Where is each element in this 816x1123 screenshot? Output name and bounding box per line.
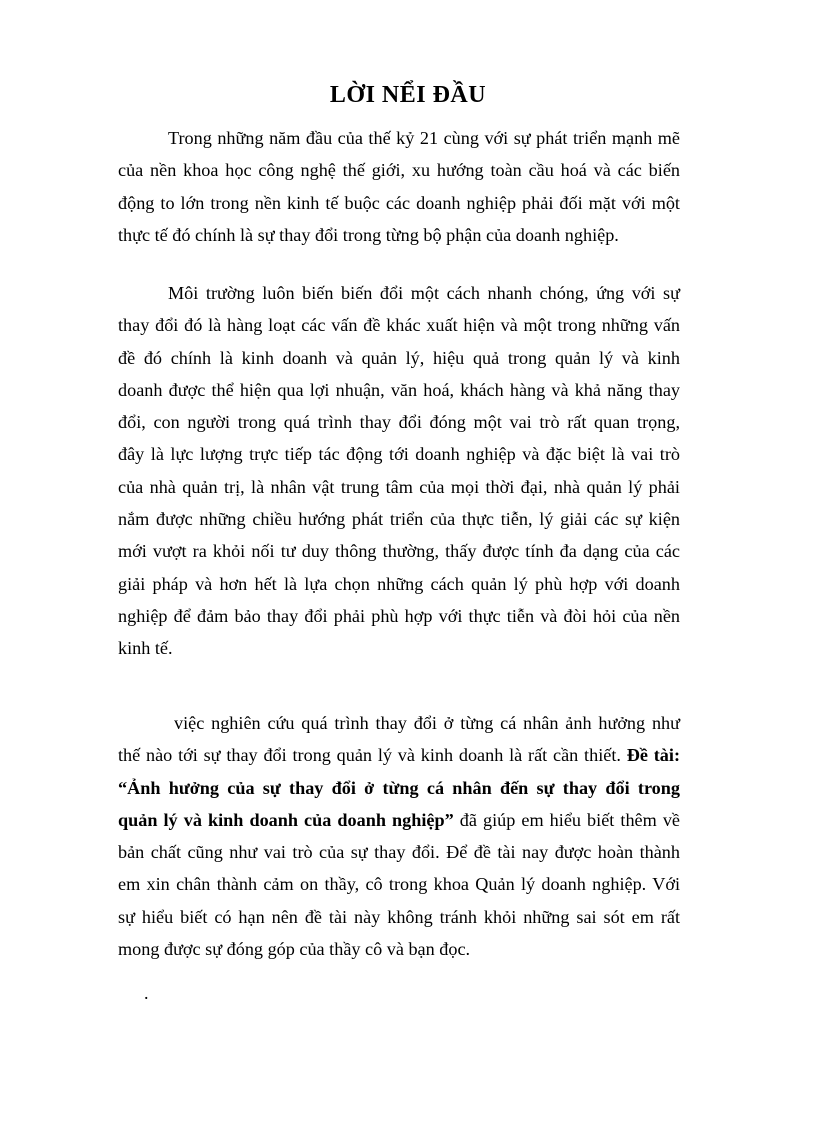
paragraph-line: em xin chân thành cảm on thầy, cô trong khoa Quản lý doanh nghiệp. Với (118, 874, 680, 895)
paragraph-line: của nền khoa học công nghệ thế giới, xu hướng toàn cầu hoá và các biến (118, 160, 680, 181)
paragraph-line: của nhà quản trị, là nhân vật trung tâm của mọi thời đại, nhà quản lý phải (118, 476, 680, 497)
paragraph-line: động to lớn trong nền kinh tế buộc các doanh nghiệp phải đối mặt với một (118, 192, 680, 213)
paragraph-line: đề đó chính là kinh doanh và quản lý, hiệu quả trong quản lý và kinh (118, 347, 680, 368)
topic-title-end: quản lý và kinh doanh của doanh nghiệp” (118, 809, 454, 830)
intro-paragraph-3 (118, 707, 680, 965)
topic-title-line: “Ảnh hưởng của sự thay đổi ở từng cá nhân đến sự thay đổi trong (118, 777, 680, 798)
paragraph-line (118, 804, 680, 836)
paragraph-line: mới vượt ra khỏi nối tư duy thông thường, thấy được tính đa dạng của các (118, 541, 680, 562)
paragraph-line: thay đổi đó là hàng loạt các vấn đề khác xuất hiện và một trong những vấn (118, 315, 680, 336)
paragraph-line: bản chất cũng như vai trò của sự thay đổi. Để đề tài nay được hoàn thành (118, 842, 680, 863)
paragraph-line-text: thế nào tới sự thay đổi trong quản lý và kinh doanh là rất cần thiết. (118, 745, 621, 766)
page-title: LỜI NỂI ĐẦU (329, 82, 487, 108)
paragraph-line: nắm được những chiều hướng phát triển của thực tiễn, lý giải các sự kiện (118, 509, 680, 530)
paragraph-line: mong được sự đóng góp của thầy cô và bạn đọc. (118, 939, 471, 960)
paragraph-line: doanh được thể hiện qua lợi nhuận, văn hoá, khách hàng và khả năng thay (118, 379, 680, 400)
paragraph-line: nghiệp để đảm bảo thay đổi phải phù hợp với thực tiễn và đòi hỏi của nền (118, 605, 680, 626)
paragraph-line-text: Môi trường luôn biến biến đổi một cách nhanh chóng, ứng với sự (168, 283, 680, 303)
paragraph-line: sự hiểu biết có hạn nên đề tài này không tránh khỏi những sai sót em rất (118, 906, 680, 927)
stray-mark: . (144, 983, 149, 1003)
paragraph-line (118, 122, 680, 154)
paragraph-line (118, 277, 680, 309)
intro-paragraph-2 (118, 277, 680, 665)
paragraph-line: kinh tế. (118, 638, 173, 659)
paragraph-line: thực tế đó chính là sự thay đổi trong từng bộ phận của doanh nghiệp. (118, 224, 619, 245)
paragraph-line-text: đã giúp em hiểu biết thêm về (459, 809, 681, 830)
paragraph-line: giải pháp và hơn hết là lựa chọn những cách quản lý phù hợp với doanh (118, 573, 680, 594)
paragraph-line-text: Trong những năm đầu của thế kỷ 21 cùng với sự phát triển mạnh mẽ (168, 128, 680, 148)
paragraph-line-text: việc nghiên cứu quá trình thay đổi ở từng cá nhân ảnh hưởng như (174, 713, 680, 733)
paragraph-line: đổi, con người trong quá trình thay đổi đóng một vai trò rất quan trọng, (118, 412, 680, 433)
paragraph-line (118, 707, 680, 739)
intro-paragraph-1 (118, 122, 680, 251)
paragraph-line: đây là lực lượng trực tiếp tác động tới doanh nghiệp và đặc biệt là vai trò (118, 444, 680, 465)
topic-label: Đề tài: (626, 745, 681, 766)
paragraph-line (118, 739, 680, 771)
